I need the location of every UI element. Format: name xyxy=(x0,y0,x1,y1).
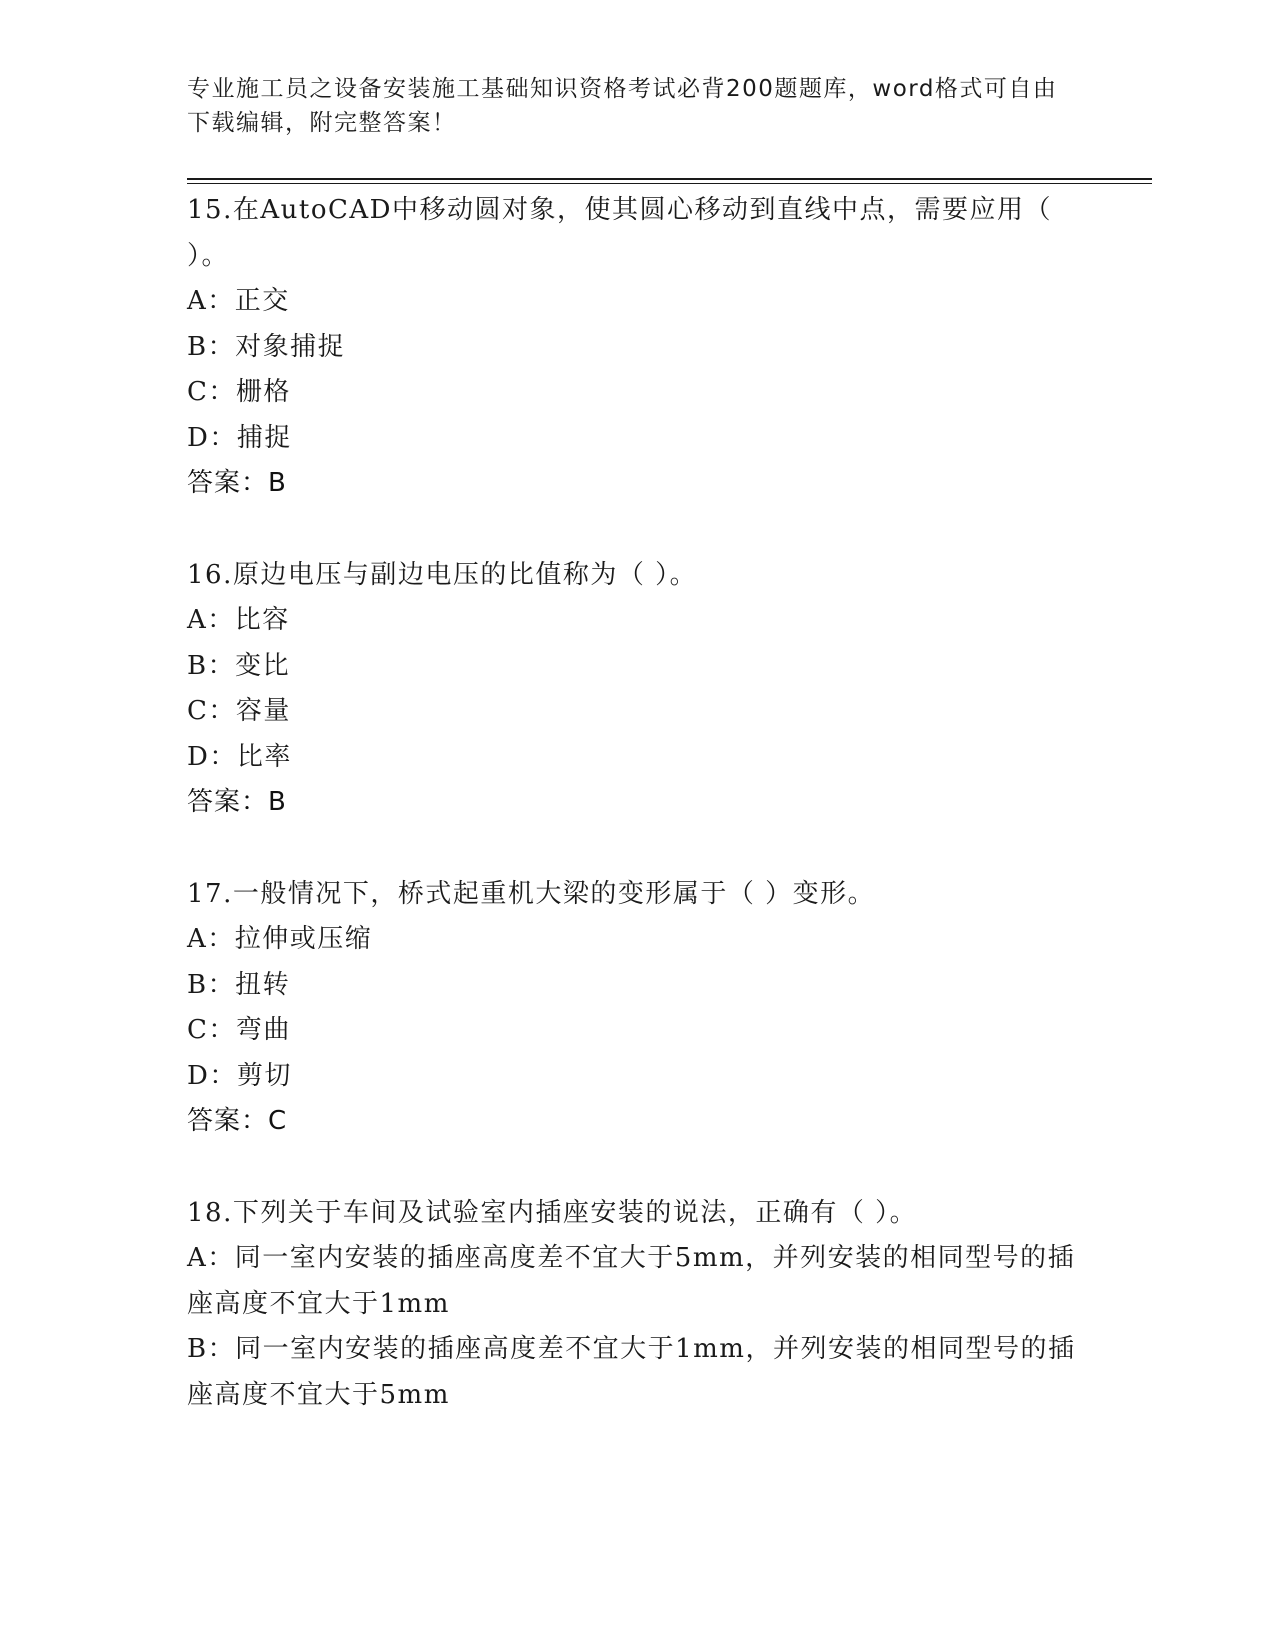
option-text: 扭转 xyxy=(235,969,291,1000)
option-d xyxy=(187,1054,1087,1100)
option-a xyxy=(187,917,1087,963)
answer-line: 答案：B xyxy=(187,468,287,498)
option-text: 捕捉 xyxy=(236,422,292,453)
option-key: B： xyxy=(187,650,236,681)
option-text: 变比 xyxy=(235,650,291,681)
option-key: C： xyxy=(187,377,236,407)
option-text: 弯曲 xyxy=(235,1015,291,1045)
option-b xyxy=(187,963,1087,1009)
option-text: 比容 xyxy=(234,605,290,635)
option-key: C： xyxy=(187,1015,236,1045)
option-b xyxy=(187,1327,1087,1418)
option-key: D： xyxy=(187,741,237,772)
question-text: 15.在AutoCAD中移动圆对象，使其圆心移动到直线中点，需要应用（ ）。 xyxy=(187,195,1052,271)
option-key: B： xyxy=(187,1334,236,1364)
option-a xyxy=(187,1236,1087,1327)
option-text: 比率 xyxy=(236,741,292,772)
question-text: 18.下列关于车间及试验室内插座安装的说法，正确有（ ）。 xyxy=(187,1197,918,1228)
option-text: 正交 xyxy=(234,286,290,316)
option-a xyxy=(187,279,1087,325)
question-text: 16.原边电压与副边电压的比值称为（ ）。 xyxy=(187,559,698,590)
option-key: C： xyxy=(187,696,236,726)
option-d xyxy=(187,416,1087,462)
answer-line: 答案：B xyxy=(187,787,287,817)
option-a xyxy=(187,598,1087,644)
option-text: 剪切 xyxy=(236,1060,292,1091)
option-key: A： xyxy=(187,286,235,316)
option-text: 容量 xyxy=(235,696,291,726)
option-key: B： xyxy=(187,969,236,1000)
answer-line: 答案：C xyxy=(187,1106,288,1136)
option-text: 同一室内安装的插座高度差不宜大于1mm，并列安装的相同型号的插座高度不宜大于5mm xyxy=(187,1334,1076,1410)
option-b xyxy=(187,644,1087,690)
option-key: A： xyxy=(187,924,235,954)
option-text: 栅格 xyxy=(235,377,291,407)
option-key: A： xyxy=(187,605,235,635)
question-text: 17.一般情况下，桥式起重机大梁的变形属于（ ）变形。 xyxy=(187,878,876,909)
option-text: 拉伸或压缩 xyxy=(234,924,373,954)
option-c xyxy=(187,1008,1087,1054)
header-divider-thick xyxy=(187,178,1152,180)
option-d xyxy=(187,735,1087,781)
question-15 xyxy=(187,188,1087,507)
question-16 xyxy=(187,553,1087,826)
option-b xyxy=(187,325,1087,371)
question-17 xyxy=(187,872,1087,1145)
document-header: 专业施工员之设备安装施工基础知识资格考试必背200题题库，word格式可自由下载编辑，附完整答案！ xyxy=(187,76,1058,136)
header-divider-thin xyxy=(187,183,1152,184)
option-key: D： xyxy=(187,422,237,453)
option-text: 对象捕捉 xyxy=(235,331,346,362)
option-key: A： xyxy=(187,1243,235,1273)
question-list xyxy=(187,188,1087,1464)
question-18 xyxy=(187,1191,1087,1419)
option-key: D： xyxy=(187,1060,237,1091)
option-c xyxy=(187,689,1087,735)
option-text: 同一室内安装的插座高度差不宜大于5mm，并列安装的相同型号的插座高度不宜大于1mm xyxy=(187,1243,1076,1319)
option-key: B： xyxy=(187,331,236,362)
option-c xyxy=(187,370,1087,416)
